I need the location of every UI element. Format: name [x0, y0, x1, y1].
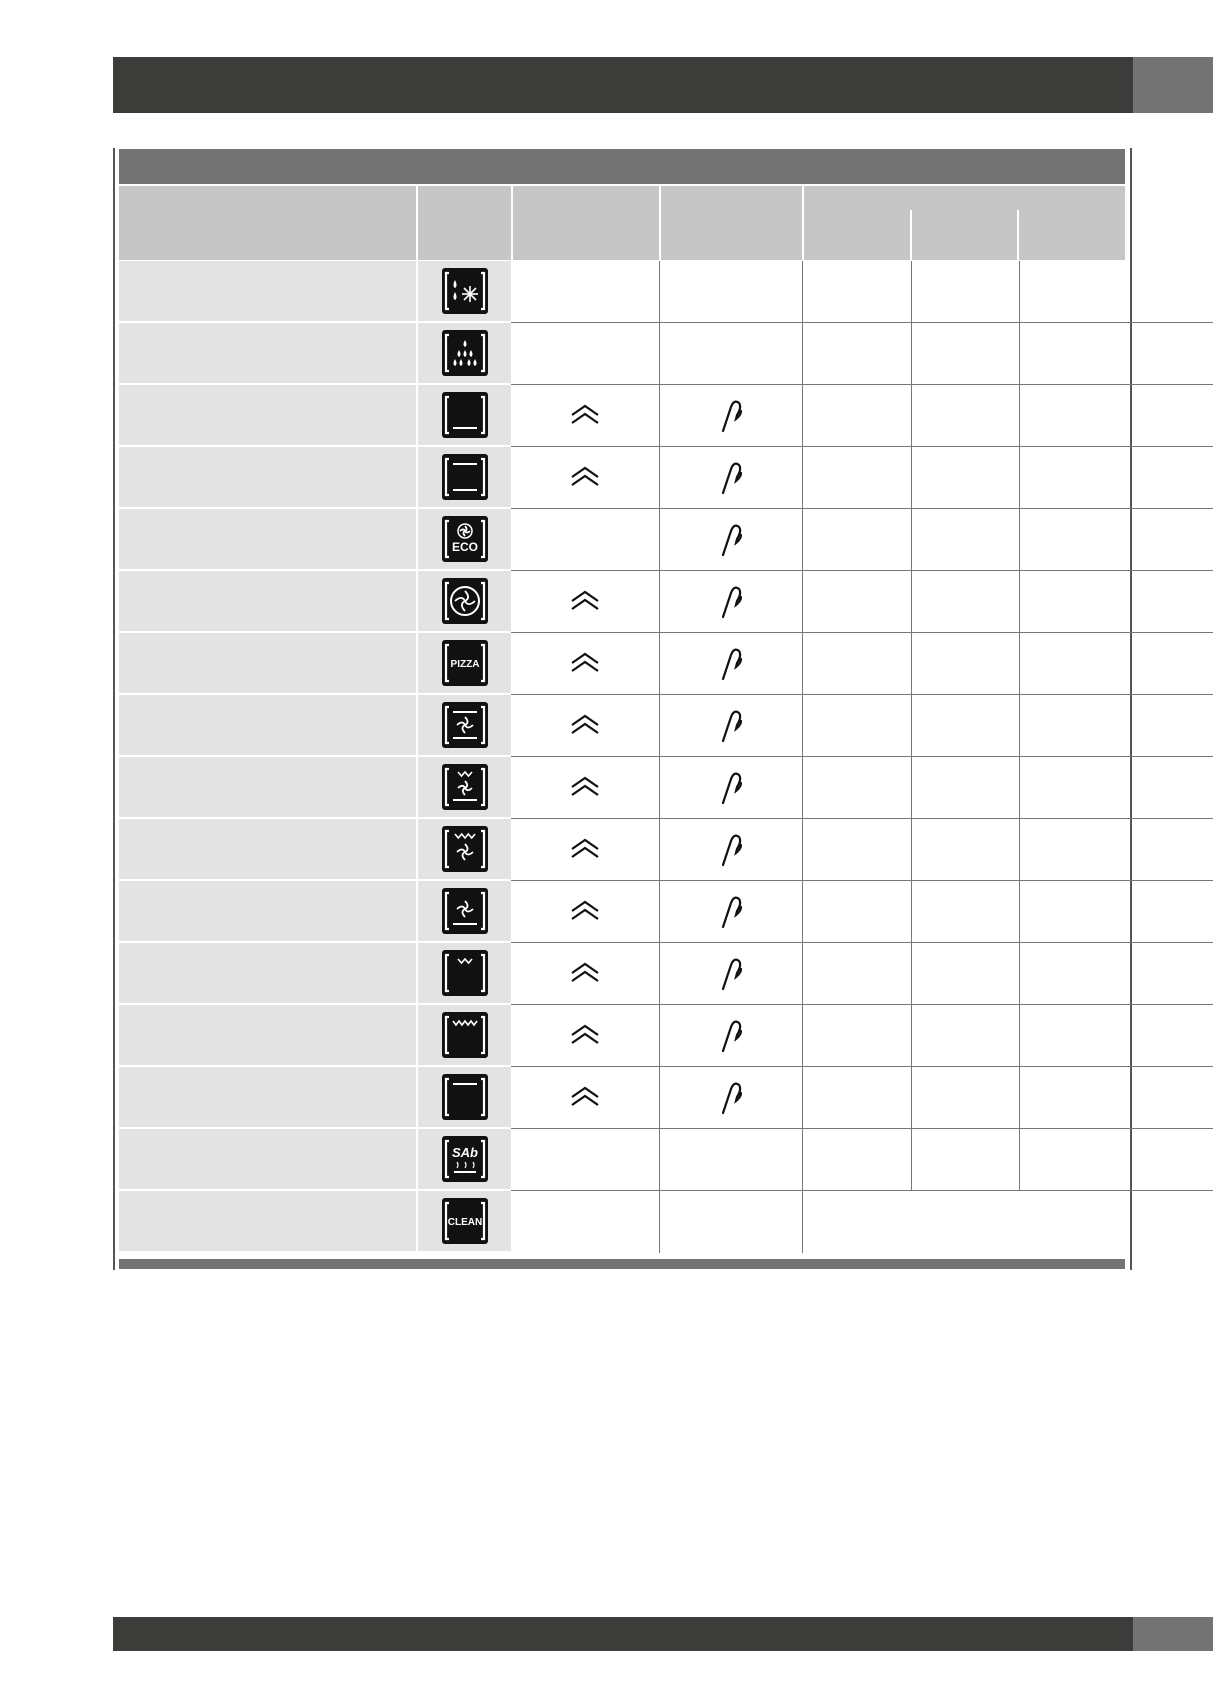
column-divider: [911, 695, 912, 757]
svg-text:PIZZA: PIZZA: [450, 659, 479, 670]
table-row: [119, 1067, 1125, 1129]
table-frame-right: [1130, 148, 1132, 1270]
footer-page-tab: [1133, 1617, 1213, 1651]
meat-probe-icon: [659, 757, 802, 817]
function-name-cell: [119, 447, 416, 507]
table-row: [119, 695, 1125, 757]
symbol-cell: [418, 633, 511, 693]
column-divider: [911, 819, 912, 881]
function-name-cell: [119, 509, 416, 569]
function-name-cell: [119, 1067, 416, 1127]
steam-icon: [442, 330, 488, 376]
column-divider: [659, 261, 660, 323]
function-name-cell: [119, 881, 416, 941]
rapid-preheat-icon: [511, 447, 659, 507]
meat-probe-icon: [659, 385, 802, 445]
sabbath-icon: [442, 1136, 488, 1182]
svg-text:CLEAN: CLEAN: [447, 1217, 482, 1228]
column-divider: [1019, 385, 1020, 447]
svg-text:SAb: SAb: [451, 1145, 478, 1160]
function-name-cell: [119, 1191, 416, 1251]
table-row: [119, 571, 1125, 633]
table-row: [119, 509, 1125, 571]
column-divider: [1019, 1129, 1020, 1191]
meat-probe-icon: [659, 1005, 802, 1065]
column-divider: [911, 261, 912, 323]
clean-icon: [442, 1198, 488, 1244]
table-frame-left: [113, 148, 115, 1270]
function-name-cell: [119, 819, 416, 879]
function-name-cell: [119, 1129, 416, 1189]
function-name-cell: [119, 1005, 416, 1065]
grill-icon: [442, 950, 488, 996]
table-row: [119, 323, 1125, 385]
function-name-cell: [119, 757, 416, 817]
meat-probe-icon: [659, 509, 802, 569]
meat-probe-icon: [659, 633, 802, 693]
symbol-cell: [418, 757, 511, 817]
column-divider: [1019, 509, 1020, 571]
symbol-cell: [418, 819, 511, 879]
column-divider: [1019, 571, 1020, 633]
column-divider: [911, 1129, 912, 1191]
column-divider: [659, 323, 660, 385]
top-bottom-heat-icon: [442, 454, 488, 500]
function-name-cell: [119, 695, 416, 755]
meat-probe-icon: [659, 571, 802, 631]
column-divider: [802, 633, 803, 695]
symbol-cell: [418, 1067, 511, 1127]
column-divider: [911, 1005, 912, 1067]
meat-probe-icon: [659, 881, 802, 941]
top-heat-icon: [442, 1074, 488, 1120]
column-divider: [802, 943, 803, 1005]
rapid-preheat-icon: [511, 385, 659, 445]
function-name-cell: [119, 943, 416, 1003]
column-divider: [802, 571, 803, 633]
column-divider: [802, 757, 803, 819]
fan-double-grill-icon: [442, 826, 488, 872]
header-temperature-group: [804, 186, 1125, 260]
table-row: [119, 757, 1125, 819]
table-row: [119, 1191, 1125, 1253]
table-row: [119, 819, 1125, 881]
table-row: [119, 261, 1125, 323]
footer-bar: [113, 1617, 1133, 1651]
header-sub-divider: [910, 210, 912, 260]
table-footer-bar: [119, 1259, 1125, 1269]
meat-probe-icon: [659, 447, 802, 507]
column-divider: [802, 509, 803, 571]
rapid-preheat-icon: [511, 943, 659, 1003]
column-divider: [1019, 881, 1020, 943]
rapid-preheat-icon: [511, 757, 659, 817]
symbol-cell: [418, 447, 511, 507]
double-grill-icon: [442, 1012, 488, 1058]
symbol-cell: [418, 385, 511, 445]
column-divider: [911, 385, 912, 447]
rapid-preheat-icon: [511, 695, 659, 755]
table-row: [119, 633, 1125, 695]
column-divider: [802, 323, 803, 385]
meat-probe-icon: [659, 695, 802, 755]
defrost-icon: [442, 268, 488, 314]
header-page-tab: [1133, 57, 1213, 113]
column-divider: [1019, 447, 1020, 509]
column-divider: [802, 881, 803, 943]
header-bar: [113, 57, 1133, 113]
meat-probe-icon: [659, 819, 802, 879]
table-row: [119, 943, 1125, 1005]
column-divider: [911, 943, 912, 1005]
column-divider: [911, 323, 912, 385]
fan-icon: [442, 578, 488, 624]
function-name-cell: [119, 261, 416, 321]
function-name-cell: [119, 633, 416, 693]
table-row: [119, 1129, 1125, 1191]
meat-probe-icon: [659, 943, 802, 1003]
column-divider: [1019, 819, 1020, 881]
header-meat-probe: [661, 186, 802, 260]
pizza-icon: [442, 640, 488, 686]
column-divider: [802, 819, 803, 881]
column-divider: [1019, 695, 1020, 757]
symbol-cell: [418, 571, 511, 631]
rapid-preheat-icon: [511, 1067, 659, 1127]
fan-grill-bottom-icon: [442, 764, 488, 810]
column-divider: [911, 633, 912, 695]
eco-fan-icon: [442, 516, 488, 562]
column-divider: [911, 1067, 912, 1129]
header-sub-divider: [1017, 210, 1019, 260]
column-divider: [911, 509, 912, 571]
symbol-cell: [418, 1191, 511, 1251]
column-divider: [911, 757, 912, 819]
svg-text:ECO: ECO: [451, 540, 478, 554]
fan-bottom-heat-icon: [442, 888, 488, 934]
column-divider: [1019, 1005, 1020, 1067]
column-divider: [802, 447, 803, 509]
table-title-bar: [119, 149, 1125, 184]
column-divider: [659, 1129, 660, 1191]
table-row: [119, 447, 1125, 509]
column-divider: [1019, 1067, 1020, 1129]
column-divider: [802, 261, 803, 323]
column-divider: [659, 1191, 660, 1253]
column-divider: [802, 1191, 803, 1253]
fan-top-bottom-icon: [442, 702, 488, 748]
symbol-cell: [418, 261, 511, 321]
header-rapid-preheat: [513, 186, 659, 260]
rapid-preheat-icon: [511, 819, 659, 879]
function-name-cell: [119, 385, 416, 445]
column-divider: [1019, 323, 1020, 385]
symbol-cell: [418, 943, 511, 1003]
column-divider: [1019, 261, 1020, 323]
column-divider: [911, 881, 912, 943]
header-function-name: [119, 186, 416, 260]
rapid-preheat-icon: [511, 881, 659, 941]
column-divider: [911, 447, 912, 509]
table-row: [119, 385, 1125, 447]
column-divider: [911, 571, 912, 633]
column-divider: [802, 695, 803, 757]
symbol-cell: [418, 323, 511, 383]
function-name-cell: [119, 571, 416, 631]
column-divider: [1019, 633, 1020, 695]
column-divider: [802, 1067, 803, 1129]
symbol-cell: [418, 1005, 511, 1065]
rapid-preheat-icon: [511, 571, 659, 631]
symbol-cell: [418, 1129, 511, 1189]
table-row: [119, 1005, 1125, 1067]
bottom-heat-icon: [442, 392, 488, 438]
symbol-cell: [418, 695, 511, 755]
rapid-preheat-icon: [511, 633, 659, 693]
symbol-cell: [418, 509, 511, 569]
rapid-preheat-icon: [511, 1005, 659, 1065]
column-divider: [1019, 943, 1020, 1005]
table-row: [119, 881, 1125, 943]
header-symbol: [418, 186, 511, 260]
symbol-cell: [418, 881, 511, 941]
column-divider: [802, 1129, 803, 1191]
column-divider: [1019, 757, 1020, 819]
column-divider: [802, 385, 803, 447]
function-name-cell: [119, 323, 416, 383]
column-divider: [802, 1005, 803, 1067]
meat-probe-icon: [659, 1067, 802, 1127]
